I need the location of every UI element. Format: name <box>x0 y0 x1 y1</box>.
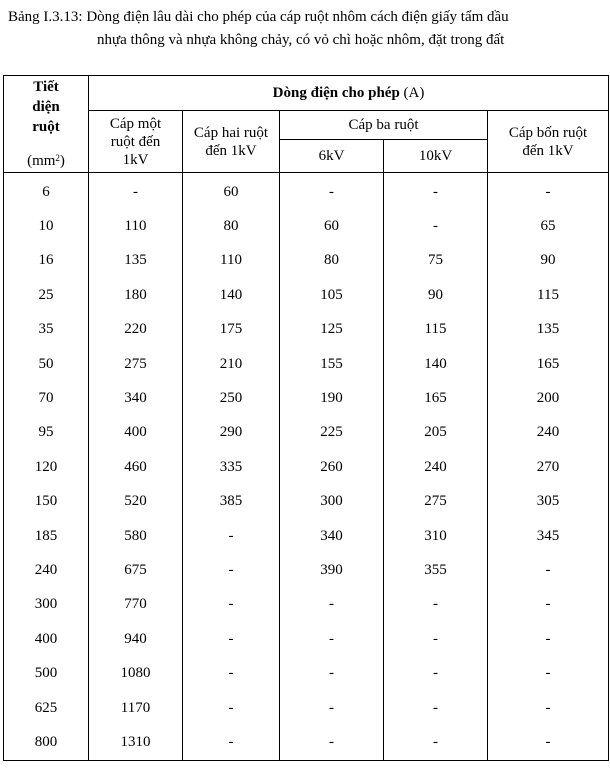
table-cell: 75 <box>384 244 488 278</box>
table-cell: 125 <box>280 313 384 347</box>
table-cell: 115 <box>384 313 488 347</box>
table-cell: - <box>183 691 280 725</box>
table-cell: 580 <box>89 519 183 553</box>
table-row <box>4 622 609 656</box>
table-cell: - <box>384 209 488 243</box>
header-cross-section <box>4 76 89 173</box>
table-cell: 275 <box>89 347 183 381</box>
table-cell: 165 <box>488 347 609 381</box>
table-cell: - <box>384 588 488 622</box>
table-cell: 65 <box>488 209 609 243</box>
table-cell: 110 <box>89 209 183 243</box>
table-cell: - <box>384 656 488 690</box>
table-cell: 110 <box>183 244 280 278</box>
table-cell: - <box>488 622 609 656</box>
table-cell: 300 <box>280 485 384 519</box>
table-body <box>4 173 609 761</box>
table-cell: 400 <box>4 622 89 656</box>
header-four-core: Cáp bốn ruột đến 1kV <box>488 111 609 173</box>
table-cell: - <box>280 173 384 210</box>
table-cell: 80 <box>280 244 384 278</box>
table-cell: 80 <box>183 209 280 243</box>
table-cell: 140 <box>384 347 488 381</box>
current-rating-table <box>3 75 609 761</box>
table-cell: 310 <box>384 519 488 553</box>
table-cell: 390 <box>280 553 384 587</box>
table-cell: 400 <box>89 416 183 450</box>
table-cell: - <box>384 691 488 725</box>
table-cell: 290 <box>183 416 280 450</box>
table-cell: 190 <box>280 381 384 415</box>
table-cell: 25 <box>4 278 89 312</box>
table-cell: 1170 <box>89 691 183 725</box>
table-cell: 940 <box>89 622 183 656</box>
table-cell: 345 <box>488 519 609 553</box>
table-cell: 16 <box>4 244 89 278</box>
table-cell: - <box>488 656 609 690</box>
table-row <box>4 416 609 450</box>
table-cell: - <box>89 173 183 210</box>
header-three-core: Cáp ba ruột <box>280 111 488 140</box>
table-row <box>4 519 609 553</box>
header-single-core: Cáp một ruột đến 1kV <box>89 111 183 173</box>
table-cell: 1310 <box>89 725 183 760</box>
table-cell: 625 <box>4 691 89 725</box>
table-row <box>4 173 609 210</box>
caption-line-1: Bảng I.3.13: Dòng điện lâu dài cho phép của cáp ruột nhôm cách điện giấy tẩm dầu <box>8 9 509 25</box>
table-cell: 175 <box>183 313 280 347</box>
table-cell: 140 <box>183 278 280 312</box>
table-row <box>4 450 609 484</box>
table-cell: 10 <box>4 209 89 243</box>
table-cell: 135 <box>488 313 609 347</box>
table-caption <box>8 6 604 52</box>
table-cell: - <box>280 588 384 622</box>
table-cell: 205 <box>384 416 488 450</box>
header-allowed-current <box>89 76 609 111</box>
table-cell: - <box>280 691 384 725</box>
table-row <box>4 347 609 381</box>
table-cell: 240 <box>4 553 89 587</box>
table-cell: - <box>384 725 488 760</box>
table-cell: 155 <box>280 347 384 381</box>
table-cell: - <box>488 553 609 587</box>
table-cell: 90 <box>384 278 488 312</box>
table-cell: - <box>488 588 609 622</box>
table-cell: 340 <box>280 519 384 553</box>
table-cell: 50 <box>4 347 89 381</box>
table-cell: 275 <box>384 485 488 519</box>
table-row <box>4 244 609 278</box>
table-cell: - <box>183 622 280 656</box>
table-cell: 35 <box>4 313 89 347</box>
allowed-current-title: Dòng điện cho phép <box>272 85 400 101</box>
cross-section-label: Tiết diện ruột <box>32 79 60 135</box>
table-cell: 90 <box>488 244 609 278</box>
table-cell: 60 <box>183 173 280 210</box>
table-row <box>4 278 609 312</box>
table-cell: 115 <box>488 278 609 312</box>
table-cell: 270 <box>488 450 609 484</box>
table-cell: 120 <box>4 450 89 484</box>
table-cell: 800 <box>4 725 89 760</box>
table-cell: - <box>183 519 280 553</box>
allowed-current-unit: (A) <box>403 85 425 101</box>
table-row <box>4 656 609 690</box>
cross-section-unit: $(mm^2)$ <box>27 153 65 169</box>
table-cell: 200 <box>488 381 609 415</box>
table-cell: - <box>488 725 609 760</box>
table-cell: 250 <box>183 381 280 415</box>
table-cell: 95 <box>4 416 89 450</box>
table-cell: 300 <box>4 588 89 622</box>
table-cell: - <box>280 622 384 656</box>
table-row <box>4 209 609 243</box>
table-cell: 6 <box>4 173 89 210</box>
table-cell: 60 <box>280 209 384 243</box>
table-cell: - <box>384 622 488 656</box>
table-cell: 385 <box>183 485 280 519</box>
table-cell: 135 <box>89 244 183 278</box>
table-cell: 210 <box>183 347 280 381</box>
table-cell: - <box>488 691 609 725</box>
table-cell: 340 <box>89 381 183 415</box>
table-cell: - <box>183 725 280 760</box>
table-cell: 225 <box>280 416 384 450</box>
table-cell: - <box>280 656 384 690</box>
header-three-core-10kv: 10kV <box>384 140 488 173</box>
table-cell: 770 <box>89 588 183 622</box>
table-cell: 1080 <box>89 656 183 690</box>
table-cell: - <box>183 553 280 587</box>
table-cell: 675 <box>89 553 183 587</box>
table-cell: 520 <box>89 485 183 519</box>
table-row <box>4 588 609 622</box>
table-row <box>4 485 609 519</box>
table-row <box>4 691 609 725</box>
table-row <box>4 725 609 760</box>
header-three-core-6kv: 6kV <box>280 140 384 173</box>
table-cell: 500 <box>4 656 89 690</box>
table-row <box>4 313 609 347</box>
table-row <box>4 553 609 587</box>
table-cell: 150 <box>4 485 89 519</box>
table-cell: - <box>280 725 384 760</box>
table-cell: 105 <box>280 278 384 312</box>
table-cell: - <box>183 656 280 690</box>
table-cell: 220 <box>89 313 183 347</box>
table-cell: 70 <box>4 381 89 415</box>
table-cell: 240 <box>488 416 609 450</box>
table-cell: - <box>183 588 280 622</box>
header-two-core: Cáp hai ruột đến 1kV <box>183 111 280 173</box>
table-cell: 180 <box>89 278 183 312</box>
table-row <box>4 381 609 415</box>
caption-line-2: nhựa thông và nhựa không chảy, có vỏ chì hoặc nhôm, đặt trong đất <box>97 32 505 48</box>
table-cell: 355 <box>384 553 488 587</box>
table-cell: 240 <box>384 450 488 484</box>
table-cell: - <box>384 173 488 210</box>
table-cell: - <box>488 173 609 210</box>
table-cell: 165 <box>384 381 488 415</box>
table-cell: 305 <box>488 485 609 519</box>
table-cell: 335 <box>183 450 280 484</box>
table-cell: 185 <box>4 519 89 553</box>
table-cell: 460 <box>89 450 183 484</box>
table-cell: 260 <box>280 450 384 484</box>
